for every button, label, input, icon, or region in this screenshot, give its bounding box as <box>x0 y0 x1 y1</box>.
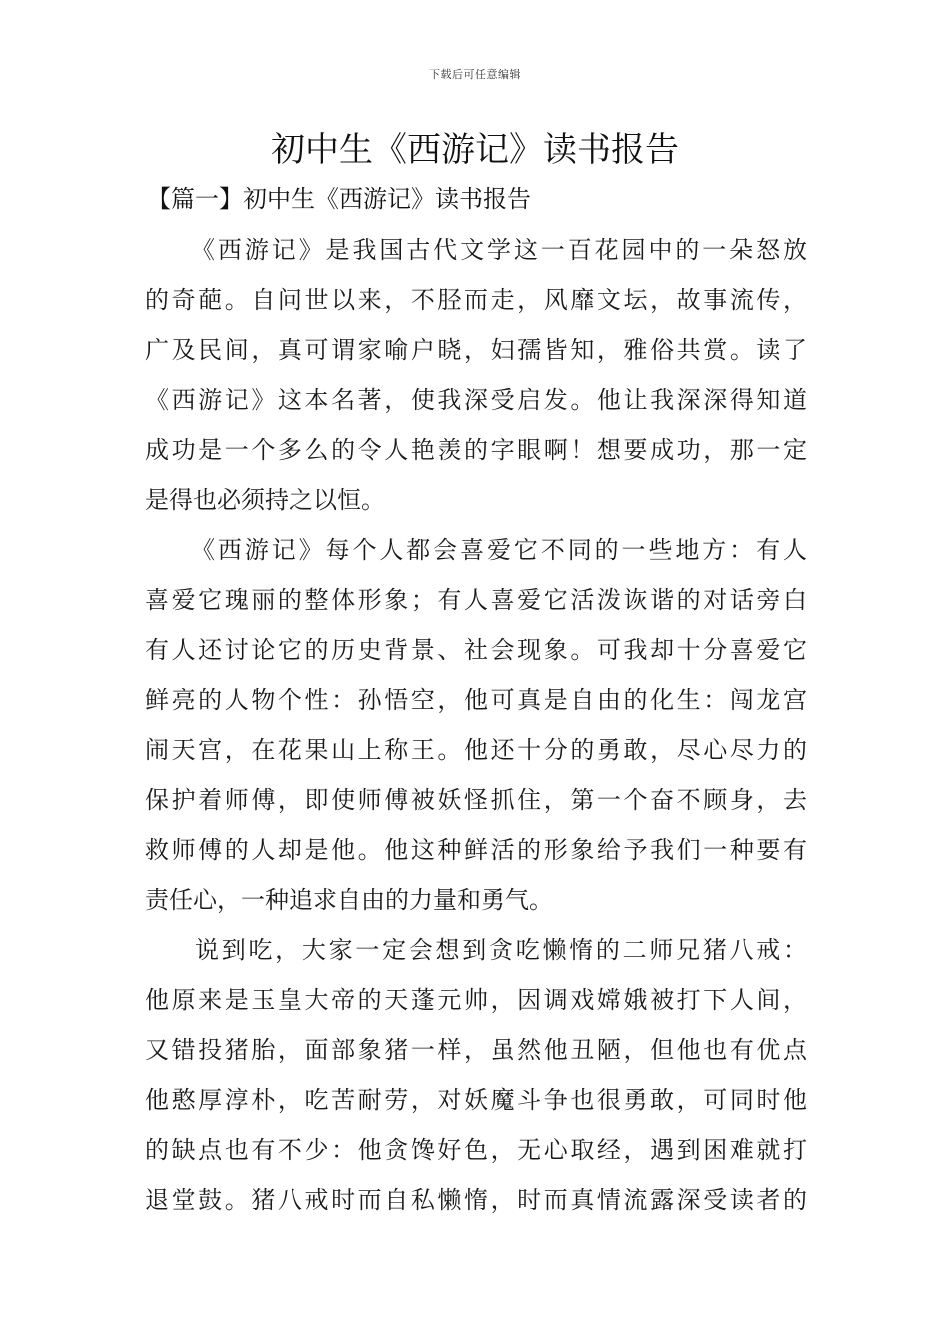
text-line: 保护着师傅，即使师傅被妖怪抓住，第一个奋不顾身，去 <box>145 786 807 814</box>
text-line: 的奇葩。自问世以来，不胫而走，风靡文坛，故事流传， <box>145 286 807 314</box>
text-line: 喜爱它瑰丽的整体形象；有人喜爱它活泼诙谐的对话旁白 <box>145 586 807 614</box>
text-line: 有人还讨论它的历史背景、社会现象。可我却十分喜爱它 <box>145 636 807 664</box>
text-line: 广及民间，真可谓家喻户晓，妇孺皆知，雅俗共赏。读了 <box>145 336 807 364</box>
document-title: 初中生《西游记》读书报告 <box>271 130 679 170</box>
body-text <box>145 225 807 1225</box>
text-line: 的缺点也有不少：他贪馋好色，无心取经，遇到困难就打 <box>145 1136 807 1164</box>
section-heading: 【篇一】初中生《西游记》读书报告 <box>147 185 531 213</box>
paragraph-3 <box>145 925 807 1225</box>
paragraph-2 <box>145 525 807 925</box>
text-line: 说到吃，大家一定会想到贪吃懒惰的二师兄猪八戒： <box>195 936 807 964</box>
text-line: 退堂鼓。猪八戒时而自私懒惰，时而真情流露深受读者的 <box>145 1186 807 1214</box>
text-line: 又错投猪胎，面部象猪一样，虽然他丑陋，但他也有优点 <box>145 1036 807 1064</box>
text-line: 成功是一个多么的令人艳羡的字眼啊！想要成功，那一定 <box>145 436 807 464</box>
header-note: 下载后可任意编辑 <box>429 68 521 81</box>
text-line: 《西游记》这本名著，使我深受启发。他让我深深得知道 <box>145 386 807 414</box>
paragraph-1 <box>145 225 807 525</box>
text-line: 是得也必须持之以恒。 <box>145 486 385 514</box>
text-line: 他原来是玉皇大帝的天蓬元帅，因调戏嫦娥被打下人间， <box>145 986 807 1014</box>
text-line: 他憨厚淳朴，吃苦耐劳，对妖魔斗争也很勇敢，可同时他 <box>145 1086 807 1114</box>
text-line: 《西游记》每个人都会喜爱它不同的一些地方：有人 <box>191 536 807 564</box>
text-line: 闹天宫，在花果山上称王。他还十分的勇敢，尽心尽力的 <box>145 736 807 764</box>
text-line: 《西游记》是我国古代文学这一百花园中的一朵怒放 <box>191 236 807 264</box>
text-line: 鲜亮的人物个性：孙悟空，他可真是自由的化生：闯龙宫 <box>145 686 807 714</box>
text-line: 救师傅的人却是他。他这种鲜活的形象给予我们一种要有 <box>145 836 807 864</box>
text-line: 责任心，一种追求自由的力量和勇气。 <box>145 886 553 914</box>
